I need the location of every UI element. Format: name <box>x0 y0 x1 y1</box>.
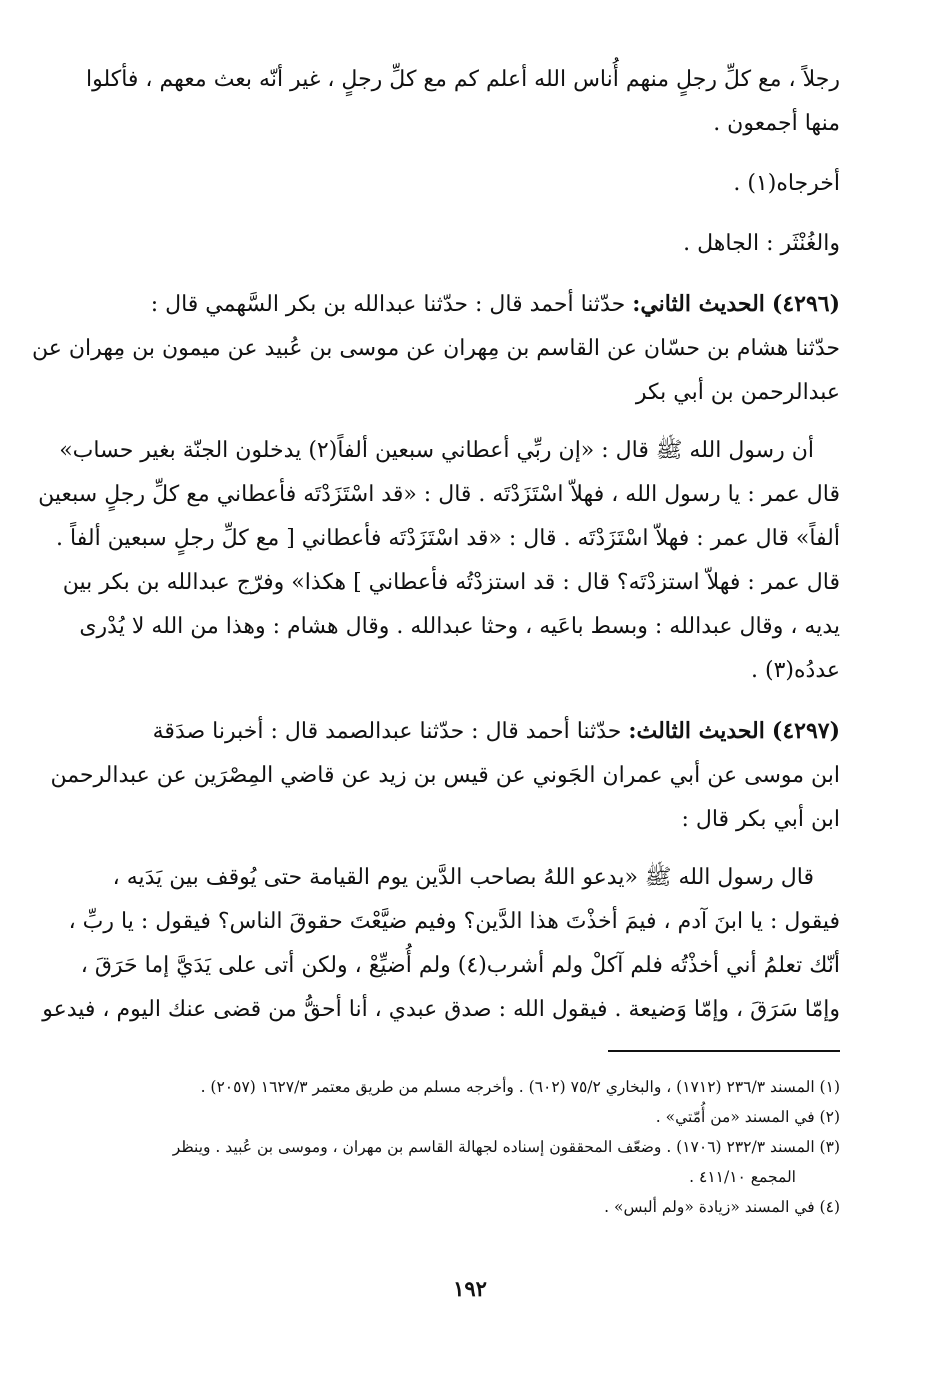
footnotes <box>72 1072 840 1222</box>
text-line: رجلاً ، مع كلِّ رجلٍ منهم أُناس الله أعلم كم مع كلِّ رجلٍ ، غير أنّه بعث معهم ، فأكلوا <box>85 67 840 92</box>
text-line: ابن موسى عن أبي عمران الجَوني عن قيس بن زيد عن قاضي المِصْرَين عن عبدالرحمن <box>50 763 840 788</box>
isnad-text: حدّثنا أحمد قال : حدّثنا عبدالله بن بكر السَّهمي قال : <box>150 292 626 317</box>
hadith-4297 <box>42 709 840 1032</box>
text-line: فيقول : يا ابنَ آدم ، فيمَ أخذْتَ هذا الدَّين؟ وفيم ضيَّعْتَ حقوقَ الناس؟ فيقول : يا ربِّ ، <box>68 909 840 934</box>
text-line: منها أجمعون . <box>713 111 840 136</box>
hadith-title: الحديث الثالث: <box>628 718 765 744</box>
text-line: أنّك تعلمُ أني أخذْتُه فلم آكلْ ولم أشرب(٤) ولم أُضيِّعْ ، ولكن أتى على يَدَيَّ إما حَرَقَ ، <box>80 953 840 978</box>
hadith-isnad <box>31 282 840 415</box>
text-line: حدّثنا هشام بن حسّان عن القاسم بن مِهران عن موسى بن عُبيد عن ميمون بن مِهران عن <box>31 336 840 361</box>
text-line: يديه ، وقال عبدالله : وبسط باعَيه ، وحثا عبدالله . وقال هشام : وهذا من الله لا يُدْرى <box>79 614 840 639</box>
footnote-3: (٣) المسند ٢٣٢/٣ (١٧٠٦) . وضعّف المحققون إسناده لجهالة القاسم بن مهران ، وموسى بن عُبيد . وينظر <box>172 1138 840 1156</box>
text-line: والغُنْثَر : الجاهل . <box>683 231 840 256</box>
page-number: ١٩٢ <box>453 1276 487 1301</box>
text-line: ابن أبي بكر قال : <box>681 807 840 832</box>
isnad-text: حدّثنا أحمد قال : حدّثنا عبدالصمد قال : أخبرنا صدَقة <box>152 719 622 744</box>
footnote-separator <box>608 1050 840 1052</box>
text-line: عبدالرحمن بن أبي بكر <box>635 380 840 405</box>
opening-paragraph <box>72 58 840 146</box>
main-text <box>31 58 840 1032</box>
text-line: وإمّا سَرَقَ ، وإمّا وَضيعة . فيقول الله : صدق عبدي ، أنا أحقُّ من قضى عنك اليوم ، فيدعو <box>42 997 840 1022</box>
footnote-4: (٤) في المسند «زيادة «ولم ألبس» . <box>604 1198 840 1216</box>
hadith-matn <box>38 429 840 693</box>
takhrij-note <box>72 162 840 206</box>
text-line: أخرجاه(١) . <box>733 171 840 196</box>
footnote-2: (٢) في المسند «من أُمّتي» . <box>655 1108 840 1126</box>
text-line: ألفاً» قال عمر : فهلاّ اسْتَزَدْتَه . قال : «قد اسْتَزَدْتَه فأعطاني [ مع كلِّ رجلٍ سبعين ألفاً . <box>56 526 840 551</box>
text-line: قال عمر : يا رسول الله ، فهلاّ اسْتَزَدْتَه . قال : «قد اسْتَزَدْتَه فأعطاني مع كلِّ رجلٍ سبعين <box>38 482 840 507</box>
text-line: قال رسول الله ﷺ «يدعو اللهُ بصاحب الدَّين يوم القيامة حتى يُوقف بين يَدَيه ، <box>112 865 814 890</box>
word-gloss <box>72 222 840 266</box>
hadith-number: (٤٢٩٧) <box>771 718 840 744</box>
text-line: أن رسول الله ﷺ قال : «إن ربِّي أعطاني سبعين ألفاً(٢) يدخلون الجنّة بغير حساب» <box>59 438 814 463</box>
footnote-3-continued: المجمع ٤١١/١٠ . <box>689 1168 796 1186</box>
hadith-number: (٤٢٩٦) <box>771 291 840 317</box>
hadith-isnad <box>50 709 840 842</box>
footnote-1: (١) المسند ٢٣٦/٣ (١٧١٢) ، والبخاري ٧٥/٢ (٦٠٢) . وأخرجه مسلم من طريق معتمر ١٦٢٧/٣ (٢٠٥٧) . <box>200 1078 840 1096</box>
text-line: عددُه(٣) . <box>751 658 840 683</box>
text-line: قال عمر : فهلاّ استزدْتَه؟ قال : قد استزدْتُه فأعطاني ] هكذا» وفرّج عبدالله بن بكر بين <box>62 570 840 595</box>
hadith-matn <box>42 856 840 1032</box>
hadith-4296 <box>31 282 840 693</box>
hadith-title: الحديث الثاني: <box>632 291 765 317</box>
